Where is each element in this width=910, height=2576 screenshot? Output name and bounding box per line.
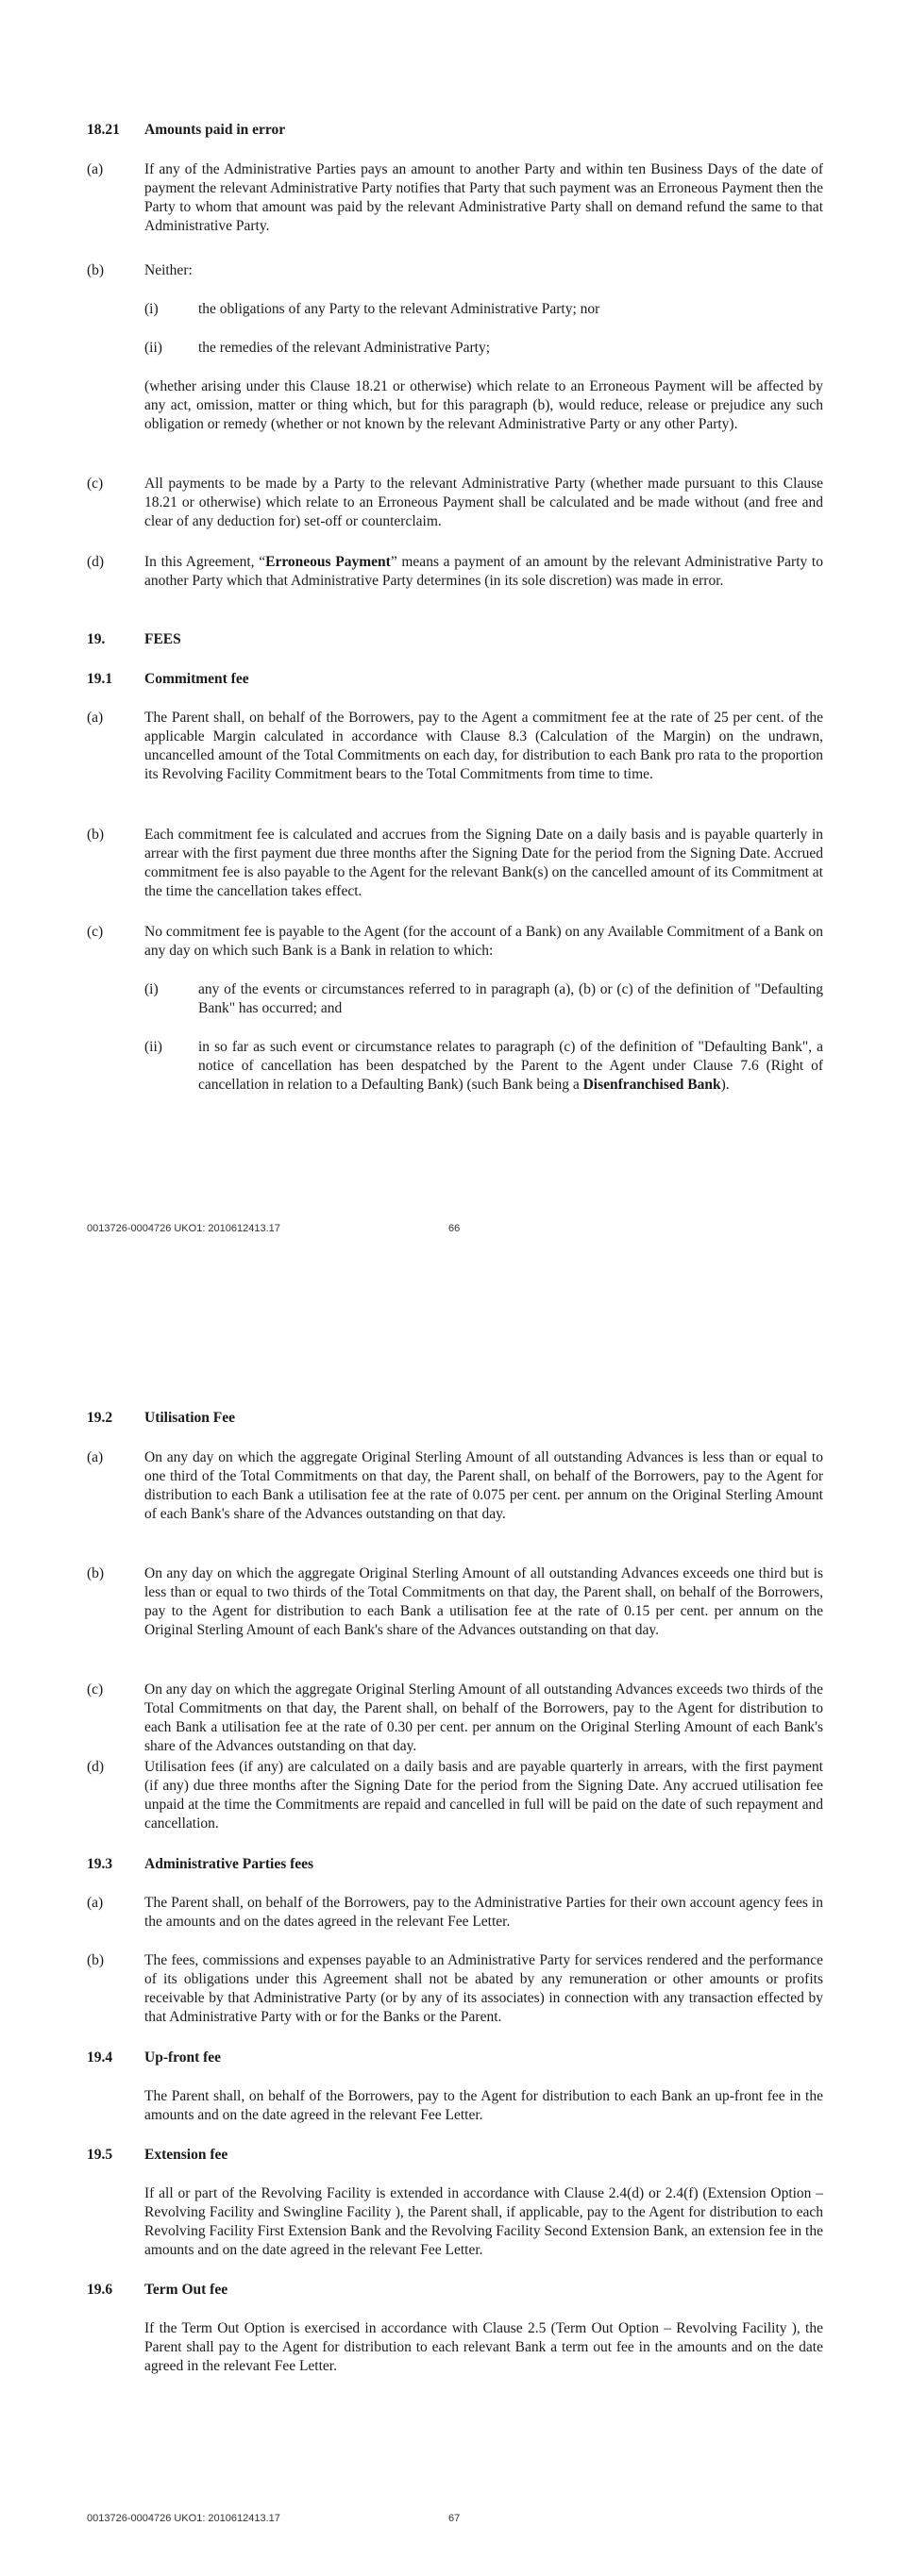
page-number: 66 [448, 1223, 461, 1234]
page-67 [0, 1288, 910, 2576]
para-label: (c) [87, 1681, 104, 1698]
paragraph: The Parent shall, on behalf of the Borrowers, pay to the Agent a commitment fee at the rate of 25 per cent. of the applicable Margin calculated in accordance with Clause 8.3 (Calculation of the Margin) on the undrawn, uncancelled amount of the Total Commitments on each day, for distribution to each Bank pro rata to the proportion its Revolving Facility Commitment bears to the Total Commitments from time to time. [144, 710, 823, 782]
paragraph: The fees, commissions and expenses payable to an Administrative Party for services rendered and the performance of its obligations under this Agreement shall not be abated by any remuneration or other amounts or profits receivable by that Administrative Party (or by any of its associates) in connection with any transaction effected by that Administrative Party with or for the Banks or the Parent. [144, 1952, 823, 2025]
section-title: Up-front fee [144, 2049, 222, 2066]
section-title: Administrative Parties fees [144, 1856, 314, 1872]
paragraph: If any of the Administrative Parties pays an amount to another Party and within ten Business Days of the date of payment the relevant Administrative Party notifies that Party that such payment was an Erroneous Payment then the Party to whom that amount was paid by the relevant Administrative Party shall on demand refund the same to that Administrative Party. [144, 161, 823, 234]
paragraph-definition [144, 553, 823, 591]
section-number: 19.5 [87, 2147, 113, 2163]
subparagraph: any of the events or circumstances referred to in paragraph (a), (b) or (c) of the definition of "Defaulting Bank" has occurred; and [198, 981, 823, 1016]
section-title: Amounts paid in error [144, 122, 286, 138]
subparagraph: the obligations of any Party to the relevant Administrative Party; nor [198, 301, 600, 317]
paragraph: If the Term Out Option is exercised in accordance with Clause 2.5 (Term Out Option – Revolving Facility ), the Parent shall pay to the Agent for distribution to each relevant Bank a term out fee in the amounts and on the date agreed in the relevant Fee Letter. [144, 2320, 823, 2374]
paragraph: If all or part of the Revolving Facility is extended in accordance with Clause 2.4(d) or 2.4(f) (Extension Option – Revolving Facility and Swingline Facility ), the Parent shall, if applicable, pay to the Agent for distribution to each Revolving Facility First Extension Bank and the Revolving Facility Second Extension Bank, an extension fee in the amounts and on the date agreed in the relevant Fee Letter. [144, 2185, 823, 2258]
subpara-label: (ii) [144, 1039, 162, 1055]
para-label: (c) [87, 924, 104, 940]
section-number: 19.2 [87, 1410, 113, 1426]
definition-pre: In this Agreement, “ [144, 554, 266, 570]
section-title: FEES [144, 631, 181, 647]
footer-reference: 0013726-0004726 UKO1: 2010612413.17 [87, 1223, 280, 1234]
section-number: 19.3 [87, 1856, 113, 1872]
para-label: (b) [87, 827, 105, 843]
para-label: (a) [87, 1449, 104, 1465]
para-label: (c) [87, 476, 104, 492]
paragraph: Neither: [144, 262, 193, 278]
para-label: (b) [87, 1565, 105, 1581]
para-label: (d) [87, 1759, 105, 1775]
section-number: 19.1 [87, 671, 113, 687]
subparagraph-text: in so far as such event or circumstance relates to paragraph (c) of the definition of "Defaulting Bank", a notice of cancellation has been despatched by the Parent to the Agent under Clause 7.6 (Right of cancellation in relation to a Defaulting Bank) (such Bank being a [198, 1039, 823, 1093]
subpara-label: (i) [144, 981, 159, 997]
page-number: 67 [448, 2513, 461, 2524]
paragraph-continuation: (whether arising under this Clause 18.21 or otherwise) which relate to an Erroneous Payment will be affected by any act, omission, matter or thing which, but for this paragraph (b), would reduce, release or prejudice any such obligation or remedy (whether or not known by the relevant Administrative Party or any other Party). [144, 378, 823, 432]
para-label: (a) [87, 710, 104, 726]
paragraph: The Parent shall, on behalf of the Borrowers, pay to the Agent for distribution to each Bank an up-front fee in the amounts and on the date agreed in the relevant Fee Letter. [144, 2088, 823, 2123]
paragraph: The Parent shall, on behalf of the Borrowers, pay to the Administrative Parties for their own account agency fees in the amounts and on the dates agreed in the relevant Fee Letter. [144, 1895, 823, 1930]
paragraph: On any day on which the aggregate Original Sterling Amount of all outstanding Advances exceeds two thirds of the Total Commitments on that day, the Parent shall, on behalf of the Borrowers, pay to the Agent for distribution to each Bank a utilisation fee at the rate of 0.30 per cent. per annum on the Original Sterling Amount of each Bank's share of the Advances outstanding on that day. [144, 1681, 823, 1754]
para-label: (b) [87, 262, 105, 278]
para-label: (a) [87, 1895, 104, 1911]
section-number: 18.21 [87, 122, 120, 138]
subpara-label: (i) [144, 301, 159, 317]
section-number: 19.4 [87, 2049, 113, 2066]
section-title: Commitment fee [144, 671, 249, 687]
para-label: (b) [87, 1952, 105, 1968]
defined-term: Erroneous Payment [265, 554, 391, 570]
section-number: 19. [87, 631, 106, 647]
paragraph: Each commitment fee is calculated and accrues from the Signing Date on a daily basis and is payable quarterly in arrear with the first payment due three months after the Signing Date for the period from the Signing Date. Accrued commitment fee is also payable to the Agent for the relevant Bank(s) on the cancelled amount of its Commitment at the time the cancellation takes effect. [144, 827, 823, 899]
para-label: (a) [87, 161, 104, 177]
para-label: (d) [87, 554, 105, 570]
subparagraph [198, 1038, 823, 1095]
section-number: 19.6 [87, 2282, 113, 2298]
section-title: Term Out fee [144, 2282, 228, 2298]
subparagraph-end: ). [720, 1077, 730, 1093]
subparagraph: the remedies of the relevant Administrative Party; [198, 340, 491, 356]
section-title: Utilisation Fee [144, 1410, 235, 1426]
definition-post: ” means a payment of an amount by the relevant Administrative Party to another Party which that Administrative Party determines (in its sole discretion) was made in error. [144, 554, 823, 589]
paragraph: On any day on which the aggregate Original Sterling Amount of all outstanding Advances exceeds one third but is less than or equal to two thirds of the Total Commitments on that day, the Parent shall, on behalf of the Borrowers, pay to the Agent for distribution to each Bank a utilisation fee at the rate of 0.15 per cent. per annum on the Original Sterling Amount of each Bank's share of the Advances outstanding on that day. [144, 1565, 823, 1638]
paragraph: All payments to be made by a Party to the relevant Administrative Party (whether made pursuant to this Clause 18.21 or otherwise) which relate to an Erroneous Payment shall be calculated and be made without (and free and clear of any deduction for) set-off or counterclaim. [144, 476, 823, 529]
paragraph: Utilisation fees (if any) are calculated on a daily basis and are payable quarterly in arrears, with the first payment (if any) due three months after the Signing Date for the period from the Signing Date. Any accrued utilisation fee unpaid at the time the Commitments are repaid and cancelled in full will be paid on the date of such repayment and cancellation. [144, 1759, 823, 1832]
footer-reference: 0013726-0004726 UKO1: 2010612413.17 [87, 2513, 280, 2524]
section-title: Extension fee [144, 2147, 228, 2163]
paragraph: No commitment fee is payable to the Agent (for the account of a Bank) on any Available Commitment of a Bank on any day on which such Bank is a Bank in relation to which: [144, 924, 823, 959]
subpara-label: (ii) [144, 340, 162, 356]
defined-term: Disenfranchised Bank [582, 1077, 721, 1093]
paragraph: On any day on which the aggregate Original Sterling Amount of all outstanding Advances is less than or equal to one third of the Total Commitments on that day, the Parent shall, on behalf of the Borrowers, pay to the Agent for distribution to each Bank a utilisation fee at the rate of 0.075 per cent. per annum on the Original Sterling Amount of each Bank's share of the Advances outstanding on that day. [144, 1449, 823, 1522]
